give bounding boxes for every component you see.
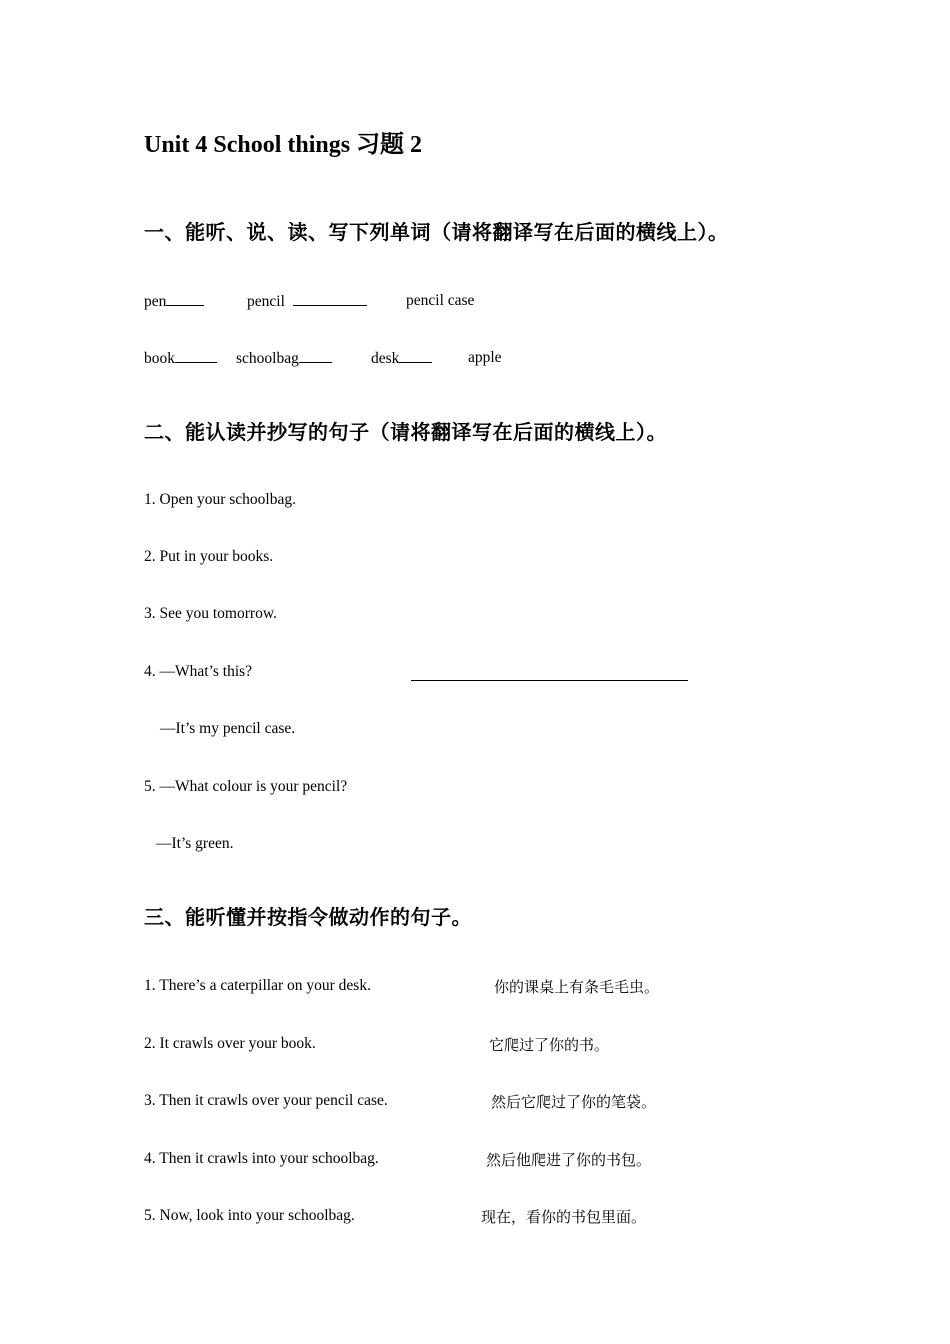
page-title: Unit 4 School things 习题 2 [144, 132, 423, 158]
word-book [144, 349, 217, 368]
word-apple [468, 349, 502, 367]
sentence-4-answer: —It’s my pencil case. [160, 720, 296, 737]
section1-heading: 一、能听、说、读、写下列单词（请将翻译写在后面的横线上）。 [144, 220, 729, 244]
sentence-1: 1. Open your schoolbag. [144, 491, 296, 508]
instruction-4-cn: 然后他爬进了你的书包。 [486, 1151, 652, 1169]
word-label: pencil [247, 293, 285, 310]
answer-blank[interactable] [175, 349, 217, 363]
answer-line[interactable] [411, 680, 688, 681]
section2-heading: 二、能认读并抄写的句子（请将翻译写在后面的横线上）。 [144, 420, 667, 444]
word-label: pencil case [406, 292, 475, 309]
answer-blank[interactable] [166, 292, 204, 306]
section3-heading: 三、能听懂并按指令做动作的句子。 [144, 905, 472, 929]
instruction-3-en: 3. Then it crawls over your pencil case. [144, 1092, 388, 1109]
instruction-5-cn: 现在，看你的书包里面。 [481, 1208, 647, 1226]
sentence-3: 3. See you tomorrow. [144, 605, 277, 622]
word-pencil-case [406, 292, 474, 310]
instruction-5-en: 5. Now, look into your schoolbag. [144, 1207, 355, 1224]
sentence-2: 2. Put in your books. [144, 548, 274, 565]
word-label: desk [371, 350, 400, 367]
instruction-1-cn: 你的课桌上有条毛毛虫。 [494, 978, 660, 996]
word-label: apple [468, 349, 502, 366]
word-schoolbag [236, 349, 332, 368]
word-label: pen [144, 293, 167, 310]
sentence-5-question: 5. —What colour is your pencil? [144, 778, 348, 795]
answer-blank[interactable] [399, 349, 432, 363]
answer-blank[interactable] [293, 292, 367, 306]
instruction-2-cn: 它爬过了你的书。 [489, 1036, 610, 1054]
word-desk [371, 349, 432, 368]
instruction-2-en: 2. It crawls over your book. [144, 1035, 316, 1052]
answer-blank[interactable] [299, 349, 332, 363]
instruction-4-en: 4. Then it crawls into your schoolbag. [144, 1150, 379, 1167]
sentence-4-question: 4. —What’s this? [144, 663, 253, 680]
instruction-1-en: 1. There’s a caterpillar on your desk. [144, 977, 371, 994]
word-pencil [247, 292, 367, 311]
instruction-3-cn: 然后它爬过了你的笔袋。 [491, 1093, 657, 1111]
word-label: schoolbag [236, 350, 299, 367]
word-label: book [144, 350, 175, 367]
sentence-5-answer: —It’s green. [156, 835, 234, 852]
word-pen [144, 292, 204, 311]
